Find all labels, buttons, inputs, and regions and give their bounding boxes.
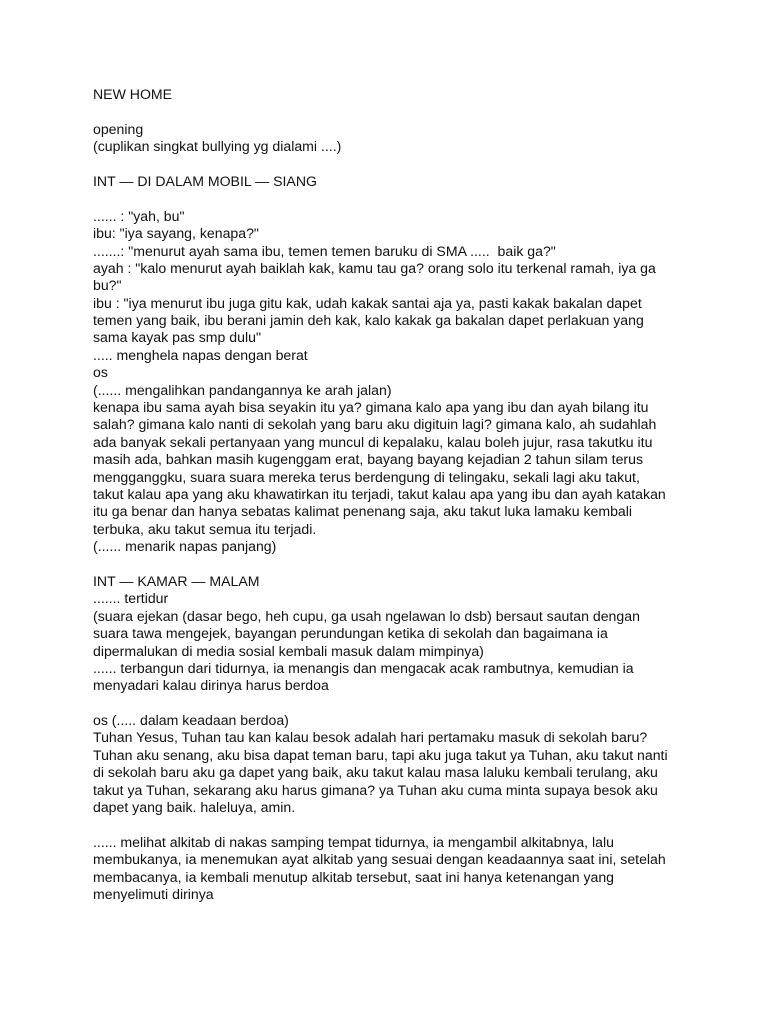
- text-line: salah? gimana kalo nanti di sekolah yang baru aku digituin lagi? gimana kalo, ah sudahlah: [93, 416, 657, 433]
- text-line: [93, 103, 683, 120]
- text-line: [93, 156, 683, 173]
- text-line: dapet yang baik. haleluya, amin.: [93, 799, 296, 816]
- text-line: ibu : "iya menurut ibu juga gitu kak, udah kakak santai aja ya, pasti kakak bakalan dapet: [93, 294, 642, 311]
- text-line: ...... melihat alkitab di nakas samping tempat tidurnya, ia mengambil alkitabnya, lalu: [93, 833, 614, 850]
- text-line: [93, 695, 683, 712]
- document-body: [93, 86, 683, 903]
- scene-heading: INT — KAMAR — MALAM: [93, 572, 260, 589]
- text-line: ...... : "yah, bu": [93, 207, 185, 224]
- text-line: .......: "menurut ayah sama ibu, temen temen baruku di SMA ..... baik ga?": [93, 242, 556, 259]
- text-line: ...... terbangun dari tidurnya, ia menangis dan mengacak acak rambutnya, kemudian ia: [93, 659, 634, 676]
- text-line: [93, 190, 683, 207]
- text-line: membukanya, ia menemukan ayat alkitab yang sesuai dengan keadaannya saat ini, setelah: [93, 851, 666, 868]
- text-line: takut ya Tuhan, sekarang aku harus gimana? ya Tuhan aku cuma minta supaya besok aku: [93, 781, 658, 798]
- text-line: (...... menarik napas panjang): [93, 538, 277, 555]
- text-line: (...... mengalihkan pandangannya ke arah jalan): [93, 381, 392, 398]
- text-line: [93, 556, 683, 573]
- text-line: kenapa ibu sama ayah bisa seyakin itu ya? gimana kalo apa yang ibu dan ayah bilang itu: [93, 399, 649, 416]
- text-line: temen yang baik, ibu berani jamin deh kak, kalo kakak ga bakalan dapet perlakuan yang: [93, 312, 644, 329]
- text-line: masih ada, bahkan masih kugenggam erat, bayang bayang kejadian 2 tahun silam terus: [93, 451, 644, 468]
- text-line: menyelimuti dirinya: [93, 885, 214, 902]
- document-title: NEW HOME: [93, 86, 173, 102]
- text-line: ..... menghela napas dengan berat: [93, 346, 308, 363]
- text-line: mengganggku, suara suara mereka terus berdengung di telingaku, sekali lagi aku takut,: [93, 468, 640, 485]
- text-line: (suara ejekan (dasar bego, heh cupu, ga usah ngelawan lo dsb) bersaut sautan dengan: [93, 607, 640, 624]
- text-line: sama kayak pas smp dulu": [93, 329, 261, 346]
- text-line: di sekolah baru aku ga dapet yang baik, aku takut kalau masa laluku kembali terulang, aku: [93, 764, 658, 781]
- text-line: (cuplikan singkat bullying yg dialami ....): [93, 138, 342, 155]
- text-line: bu?": [93, 277, 122, 294]
- text-line: [93, 816, 683, 833]
- text-line: ....... tertidur: [93, 590, 169, 607]
- text-line: os (..... dalam keadaan berdoa): [93, 712, 289, 729]
- text-line: itu ga benar dan hanya sebatas kalimat penenang saja, aku takut luka lamaku kembali: [93, 503, 633, 520]
- text-line: ayah : "kalo menurut ayah baiklah kak, kamu tau ga? orang solo itu terkenal ramah, iya ga: [93, 259, 656, 276]
- text-line: opening: [93, 120, 144, 137]
- text-line: suara tawa mengejek, bayangan perundungan ketika di sekolah dan bagaimana ia: [93, 625, 608, 642]
- text-line: terbuka, aku takut semua itu terjadi.: [93, 520, 317, 537]
- text-line: os: [93, 364, 108, 381]
- text-line: Tuhan Yesus, Tuhan tau kan kalau besok adalah hari pertamaku masuk di sekolah baru?: [93, 729, 648, 746]
- text-line: Tuhan aku senang, aku bisa dapat teman baru, tapi aku juga takut ya Tuhan, aku takut nanti: [93, 746, 668, 763]
- scene-heading: INT — DI DALAM MOBIL — SIANG: [93, 172, 317, 189]
- text-line: ibu: "iya sayang, kenapa?": [93, 225, 259, 242]
- text-line: takut kalau apa yang aku khawatirkan itu terjadi, takut kalau apa yang ibu dan ayah katakan: [93, 485, 666, 502]
- text-line: membacanya, ia kembali menutup alkitab tersebut, saat ini hanya ketenangan yang: [93, 868, 615, 885]
- text-line: menyadari kalau dirinya harus berdoa: [93, 677, 329, 694]
- text-line: dipermalukan di media sosial kembali masuk dalam mimpinya): [93, 642, 484, 659]
- text-line: ada banyak sekali pertanyaan yang muncul di kepalaku, kalau boleh jujur, rasa takutku itu: [93, 433, 653, 450]
